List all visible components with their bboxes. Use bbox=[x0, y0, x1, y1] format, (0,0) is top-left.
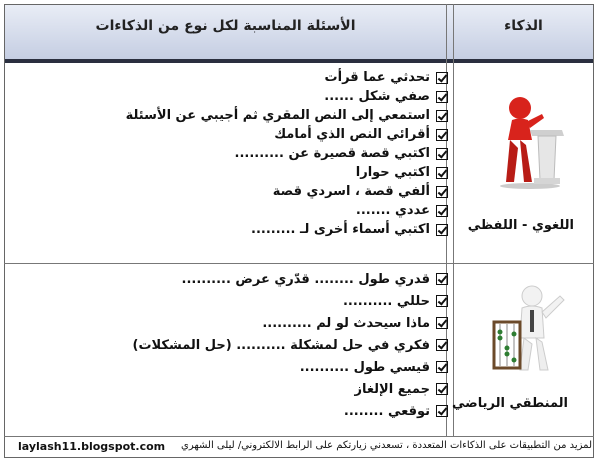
checkbox-icon bbox=[436, 129, 448, 141]
checkbox-icon bbox=[436, 72, 448, 84]
row-divider bbox=[4, 263, 594, 264]
checkbox-icon bbox=[436, 361, 448, 373]
list-item: اكتبي حوارا bbox=[126, 163, 448, 182]
checkbox-icon bbox=[436, 295, 448, 307]
list-item: تحدثي عما قرأت bbox=[126, 68, 448, 87]
footer-note: لمزيد من التطبيقات على الذكاءات المتعددة ، تسعدني زيارتكم على الرابط الالكتروني/ ليلى الشهري bbox=[181, 440, 592, 451]
checkbox-icon bbox=[436, 167, 448, 179]
column-divider-inner bbox=[453, 4, 454, 436]
list-item: قدري طول ........ قدّري عرض .......... bbox=[133, 268, 448, 290]
list-item: استمعي إلى النص المقري ثم أجيبي عن الأسئلة bbox=[126, 106, 448, 125]
category-logical: المنطقي الرياضي bbox=[452, 396, 568, 411]
checkbox-icon bbox=[436, 405, 448, 417]
footer-divider bbox=[4, 436, 594, 437]
list-item: اكتبي أسماء أخرى لـ ......... bbox=[126, 220, 448, 239]
list-item: فكري في حل لمشكلة .......... (حل المشكلات) bbox=[133, 334, 448, 356]
checkbox-icon bbox=[436, 110, 448, 122]
list-item: قيسي طول .......... bbox=[133, 356, 448, 378]
checkbox-icon bbox=[436, 273, 448, 285]
list-item: اكتبي قصة قصيرة عن .......... bbox=[126, 144, 448, 163]
checkbox-icon bbox=[436, 317, 448, 329]
list-item: حللي .......... bbox=[133, 290, 448, 312]
checkbox-icon bbox=[436, 339, 448, 351]
verbal-questions-list bbox=[126, 68, 448, 239]
list-item: ماذا سيحدث لو لم .......... bbox=[133, 312, 448, 334]
checkbox-icon bbox=[436, 224, 448, 236]
category-verbal: اللغوي - اللفظي bbox=[467, 218, 574, 233]
checkbox-icon bbox=[436, 205, 448, 217]
checkbox-icon bbox=[436, 383, 448, 395]
checkbox-icon bbox=[436, 148, 448, 160]
list-item: أقرائي النص الذي أمامك bbox=[126, 125, 448, 144]
speaker-at-podium-icon bbox=[490, 90, 570, 190]
list-item: توقعي ........ bbox=[133, 400, 448, 422]
checkbox-icon bbox=[436, 186, 448, 198]
list-item: عددي ....... bbox=[126, 201, 448, 220]
abacus-figure-icon bbox=[488, 282, 578, 374]
list-item: صفي شكل ...... bbox=[126, 87, 448, 106]
questions-header: الأسئلة المناسبة لكل نوع من الذكاءات bbox=[95, 18, 356, 34]
list-item: ألفي قصة ، اسردي قصة bbox=[126, 182, 448, 201]
checkbox-icon bbox=[436, 91, 448, 103]
logical-questions-list bbox=[133, 268, 448, 422]
footer-site: laylash11.blogspot.com bbox=[18, 440, 166, 453]
list-item: جميع الإلغاز bbox=[133, 378, 448, 400]
intelligence-header: الذكاء bbox=[504, 18, 543, 34]
